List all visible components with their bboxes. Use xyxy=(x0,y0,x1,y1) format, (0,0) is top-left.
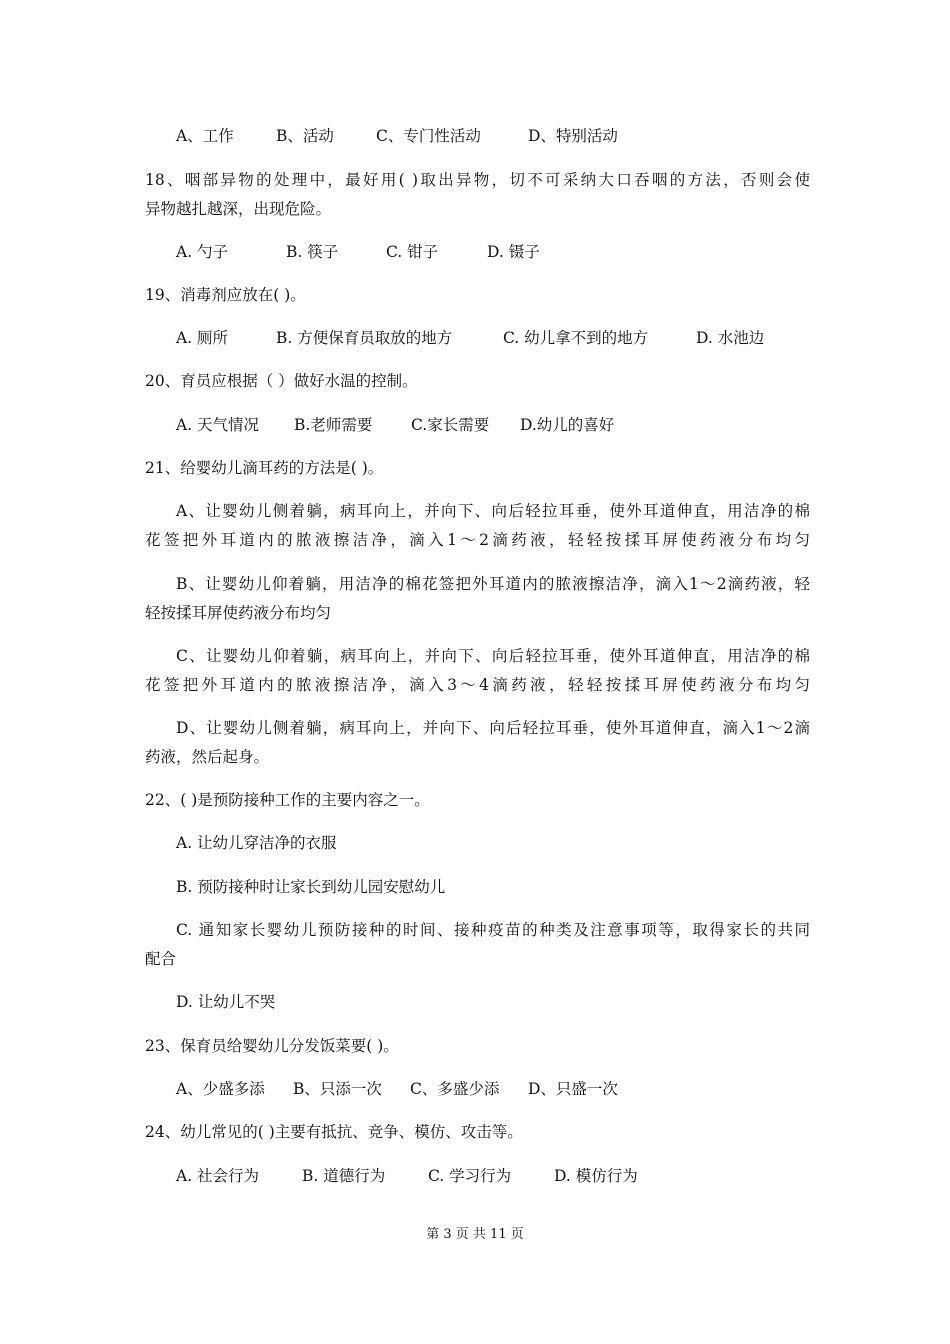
q24-option-c: C. 学习行为 xyxy=(428,1167,512,1185)
q20-option-c: C.家长需要 xyxy=(411,416,490,434)
q22-stem: 22、( )是预防接种工作的主要内容之一。 xyxy=(145,791,430,809)
q21-option-a-line2: 花签把外耳道内的脓液擦洁净，滴入1～2滴药液，轻轻按揉耳屏使药液分布均匀 xyxy=(145,531,810,549)
q20-option-d: D.幼儿的喜好 xyxy=(520,416,615,434)
q23-option-a: A、少盛多添 xyxy=(176,1080,265,1098)
q17-option-d: D、特别活动 xyxy=(528,127,618,145)
q21-option-b-line1: B、让婴幼儿仰着躺，用洁净的棉花签把外耳道内的脓液擦洁净，滴入1～2滴药液，轻 xyxy=(176,575,810,593)
page-footer: 第 3 页 共 11 页 xyxy=(426,1227,524,1242)
q19-option-d: D. 水池边 xyxy=(696,329,765,347)
q20-stem: 20、育员应根据（ ）做好水温的控制。 xyxy=(145,372,418,390)
q19-option-b: B. 方便保育员取放的地方 xyxy=(276,329,453,347)
q24-option-a: A. 社会行为 xyxy=(176,1167,260,1185)
q22-option-d: D. 让幼儿不哭 xyxy=(176,993,276,1011)
q21-option-b-line2: 轻按揉耳屏使药液分布均匀 xyxy=(145,604,332,622)
q21-option-d-line2: 药液，然后起身。 xyxy=(145,748,270,766)
q24-option-b: B. 道德行为 xyxy=(302,1167,386,1185)
q17-option-b: B、活动 xyxy=(276,127,334,145)
q21-option-a-line1: A、让婴幼儿侧着躺，病耳向上，并向下、向后轻拉耳垂，使外耳道伸直，用洁净的棉 xyxy=(176,502,810,520)
q17-option-c: C、专门性活动 xyxy=(376,127,481,145)
q20-option-b: B.老师需要 xyxy=(294,416,373,434)
q17-option-a: A、工作 xyxy=(176,127,234,145)
q20-option-a: A. 天气情况 xyxy=(176,416,260,434)
q18-option-d: D. 镊子 xyxy=(487,243,540,261)
q24-stem: 24、幼儿常见的( )主要有抵抗、竞争、模仿、攻击等。 xyxy=(145,1123,523,1141)
q22-option-c-line2: 配合 xyxy=(145,950,177,968)
q23-option-d: D、只盛一次 xyxy=(528,1080,618,1098)
q19-option-a: A. 厕所 xyxy=(176,329,229,347)
q18-stem-line2: 异物越扎越深，出现危险。 xyxy=(145,200,332,218)
q18-option-b: B. 筷子 xyxy=(286,243,339,261)
q22-option-c-line1: C. 通知家长婴幼儿预防接种的时间、接种疫苗的种类及注意事项等，取得家长的共同 xyxy=(176,921,810,939)
q23-option-b: B、只添一次 xyxy=(293,1080,382,1098)
q24-option-d: D. 模仿行为 xyxy=(554,1167,638,1185)
q19-option-c: C. 幼儿拿不到的地方 xyxy=(503,329,649,347)
q21-option-c-line2: 花签把外耳道内的脓液擦洁净，滴入3～4滴药液，轻轻按揉耳屏使药液分布均匀 xyxy=(145,676,810,694)
q19-stem: 19、消毒剂应放在( )。 xyxy=(145,286,306,304)
q21-stem: 21、给婴幼儿滴耳药的方法是( )。 xyxy=(145,459,384,477)
q18-option-a: A. 勺子 xyxy=(176,243,229,261)
q18-option-c: C. 钳子 xyxy=(386,243,439,261)
q21-option-c-line1: C、让婴幼儿仰着躺，病耳向上，并向下、向后轻拉耳垂，使外耳道伸直，用洁净的棉 xyxy=(176,647,810,665)
q22-option-b: B. 预防接种时让家长到幼儿园安慰幼儿 xyxy=(176,878,446,896)
q23-option-c: C、多盛少添 xyxy=(410,1080,500,1098)
q18-stem-line1: 18、咽部异物的处理中，最好用( )取出异物，切不可采纳大口吞咽的方法，否则会使 xyxy=(145,171,810,189)
q23-stem: 23、保育员给婴幼儿分发饭菜要( )。 xyxy=(145,1037,399,1055)
q22-option-a: A. 让幼儿穿洁净的衣服 xyxy=(176,834,337,852)
q21-option-d-line1: D、让婴幼儿侧着躺，病耳向上，并向下、向后轻拉耳垂，使外耳道伸直，滴入1～2滴 xyxy=(176,719,810,737)
